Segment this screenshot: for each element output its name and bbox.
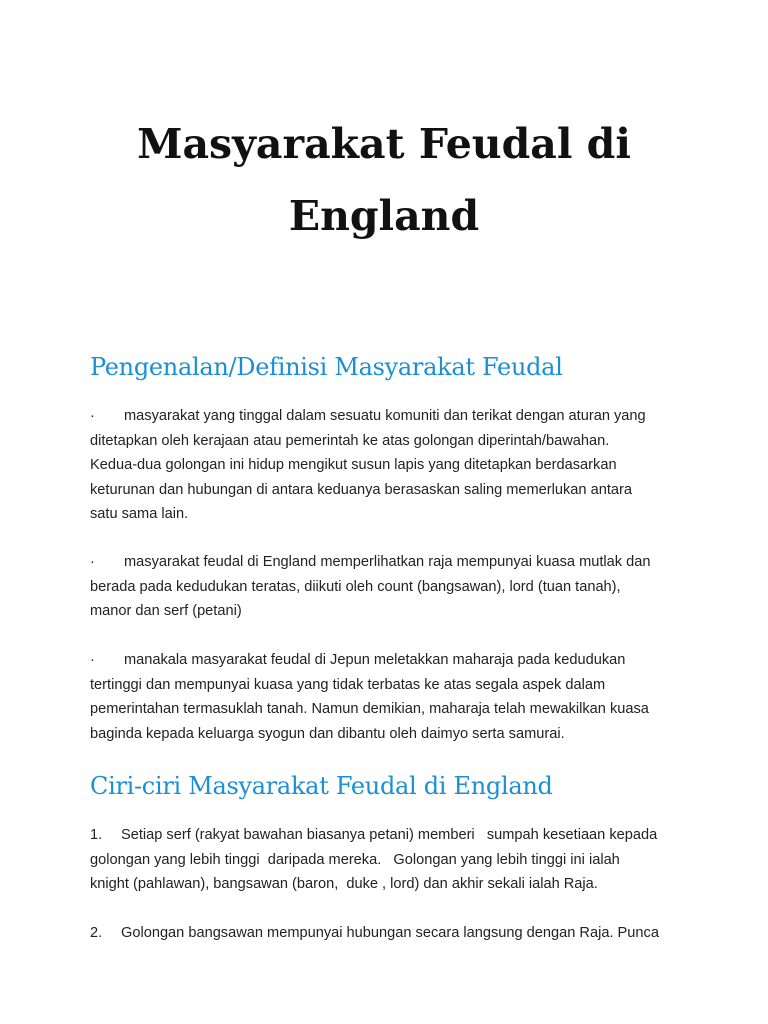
title-line-2: England bbox=[288, 192, 480, 240]
list-number: 1. bbox=[90, 827, 103, 843]
paragraph-line: manor dan serf (petani) bbox=[90, 603, 242, 619]
numbered-paragraph bbox=[90, 823, 690, 897]
bullet-marker: · bbox=[90, 408, 95, 424]
paragraph-line: · masyarakat feudal di England memperlihatkan raja mempunyai kuasa mutlak dan bbox=[90, 550, 690, 575]
bullet-paragraph bbox=[90, 648, 690, 746]
title-line-1: Masyarakat Feudal di bbox=[137, 120, 631, 168]
bullet-marker: · bbox=[90, 554, 95, 570]
paragraph-line: pemerintahan termasuklah tanah. Namun demikian, maharaja telah mewakilkan kuasa bbox=[90, 701, 649, 717]
paragraph-line: 1. Setiap serf (rakyat bawahan biasanya petani) memberi sumpah kesetiaan kepada bbox=[90, 823, 690, 848]
document-title bbox=[60, 108, 708, 252]
list-number: 2. bbox=[90, 925, 103, 941]
paragraph-line: tertinggi dan mempunyai kuasa yang tidak terbatas ke atas segala aspek dalam bbox=[90, 676, 606, 693]
section-heading-introduction: Pengenalan/Definisi Masyarakat Feudal bbox=[90, 353, 563, 381]
paragraph-line: satu sama lain. bbox=[90, 506, 189, 522]
bullet-paragraph bbox=[90, 550, 690, 624]
bullet-paragraph bbox=[90, 404, 690, 527]
paragraph-line: ditetapkan oleh kerajaan atau pemerintah ke atas golongan diperintah/bawahan. bbox=[90, 432, 610, 449]
paragraph-line: 2. Golongan bangsawan mempunyai hubungan secara langsung dengan Raja. Punca bbox=[90, 921, 690, 946]
section-heading-characteristics: Ciri-ciri Masyarakat Feudal di England bbox=[90, 772, 553, 800]
bullet-marker: · bbox=[90, 652, 95, 668]
paragraph-line: keturunan dan hubungan di antara keduanya berasaskan saling memerlukan antara bbox=[90, 481, 632, 498]
numbered-paragraph bbox=[90, 921, 690, 946]
paragraph-line: knight (pahlawan), bangsawan (baron, duke , lord) dan akhir sekali ialah Raja. bbox=[90, 876, 598, 892]
paragraph-line: · masyarakat yang tinggal dalam sesuatu komuniti dan terikat dengan aturan yang bbox=[90, 404, 690, 429]
paragraph-line: golongan yang lebih tinggi daripada mereka. Golongan yang lebih tinggi ini ialah bbox=[90, 851, 620, 868]
paragraph-line: baginda kepada keluarga syogun dan dibantu oleh daimyo serta samurai. bbox=[90, 725, 565, 742]
paragraph-line: Kedua-dua golongan ini hidup mengikut susun lapis yang ditetapkan berdasarkan bbox=[90, 457, 617, 473]
paragraph-line: berada pada kedudukan teratas, diikuti oleh count (bangsawan), lord (tuan tanah), bbox=[90, 578, 621, 595]
paragraph-line: · manakala masyarakat feudal di Jepun meletakkan maharaja pada kedudukan bbox=[90, 648, 690, 673]
